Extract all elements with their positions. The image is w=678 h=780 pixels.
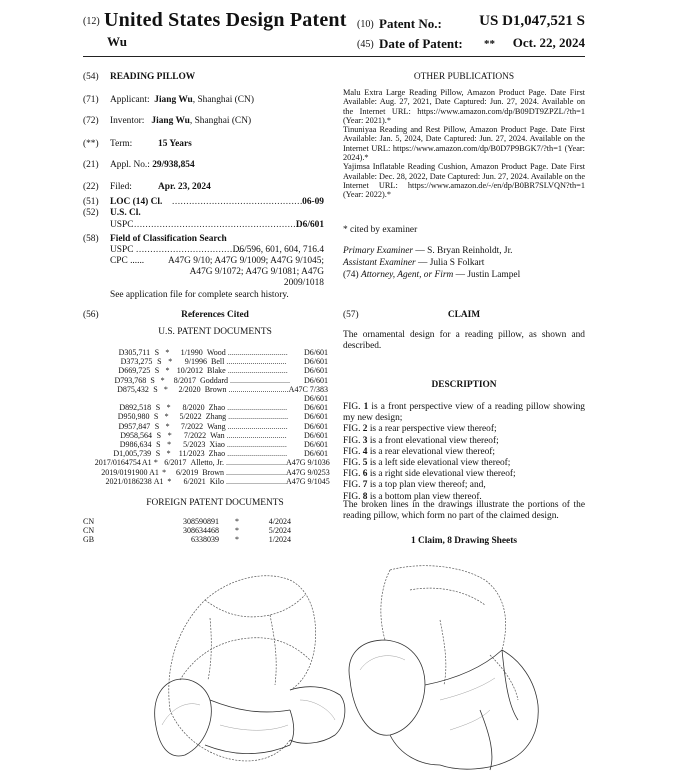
date-of-patent: Oct. 22, 2024: [512, 35, 585, 50]
applicant: Applicant: Jiang Wu, Shanghai (CN): [110, 95, 254, 105]
loc-value: 06-09: [302, 197, 324, 207]
reference-cell: *: [167, 440, 172, 450]
reference-cell: D305,711: [118, 348, 151, 357]
inventor: Inventor: Jiang Wu, Shanghai (CN): [110, 116, 252, 126]
other-publications-heading: OTHER PUBLICATIONS: [413, 72, 515, 82]
us-reference-row: [83, 348, 328, 357]
reference-cell: D892,518: [119, 403, 152, 413]
us-reference-row: [83, 403, 328, 412]
primary-examiner: Primary Examiner — S. Bryan Reinholdt, Jr.: [343, 246, 513, 256]
figure-text: FIG.: [343, 435, 363, 446]
code-58: (58): [83, 234, 99, 244]
reference-cell: *: [168, 357, 173, 367]
code-22: (22): [83, 182, 99, 192]
claim-heading: CLAIM: [447, 310, 481, 320]
us-cl-uspc: USPC: [110, 220, 134, 230]
publication-item: Tinuniyaa Reading and Rest Pillow, Amazon Product Page. Date First Available: Jan. 5, 2024, Date Captured: Jun. 27, 2024. Available on the Internet URL: https://www.amazon.com/dp/B0D7P9BGK7/?th=1 (Year: 2024).*: [343, 125, 585, 163]
date-of-patent-label: Date of Patent:: [379, 36, 463, 51]
field-cpc-label: CPC ......: [110, 256, 145, 266]
figure-text: FIG.: [343, 424, 363, 435]
reference-cell: A47C 7/383: [288, 384, 329, 394]
field-cpc-line1: A47G 9/10; A47G 9/1009; A47G 9/1045;: [168, 256, 324, 266]
reference-cell: D6/601: [304, 366, 329, 376]
figure-text: is a left side elevational view thereof;: [367, 458, 511, 469]
us-cl-leader: ..........................................................: [134, 220, 299, 230]
claims-summary: 1 Claim, 8 Drawing Sheets: [411, 536, 517, 546]
us-reference-row: [83, 431, 328, 440]
reference-cell: 1/2024: [268, 535, 291, 545]
figure-text: is a right side elevational view thereof;: [367, 469, 516, 480]
reference-cell: A1: [149, 467, 159, 477]
reference-cell: Kilo ..............................: [209, 476, 286, 486]
us-docs-heading: U.S. PATENT DOCUMENTS: [158, 327, 272, 337]
reference-cell: Wang ..............................: [207, 421, 288, 431]
reference-cell: D6/601: [304, 440, 328, 450]
figure-text: 8: [362, 491, 368, 502]
reference-cell: *: [160, 375, 165, 385]
reference-cell: CN: [83, 526, 95, 536]
reference-cell: 7/2022: [180, 421, 204, 431]
foreign-reference-row: [83, 535, 328, 544]
figure-text: 6: [362, 469, 368, 480]
foreign-reference-row: [83, 526, 328, 535]
reference-cell: 2/2020: [178, 384, 201, 394]
reference-cell: Zhang ..............................: [205, 412, 289, 422]
reference-cell: A47G 9/0253: [286, 467, 330, 477]
us-reference-row: [83, 412, 328, 421]
reference-cell: D6/601: [304, 430, 328, 440]
figure-description: [343, 424, 585, 435]
description-heading: DESCRIPTION: [431, 380, 497, 390]
reference-cell: 2021/0186238: [105, 476, 152, 486]
reference-cell: A1: [141, 458, 152, 468]
reference-cell: 308590891: [183, 517, 219, 526]
filed-date: Apr. 23, 2024: [158, 182, 211, 192]
figure-text: FIG.: [343, 402, 364, 412]
reference-cell: D6/601: [304, 403, 328, 413]
code-57: (57): [343, 310, 359, 320]
reference-cell: S: [156, 430, 162, 440]
field-uspc-value: D6/596, 601, 604, 716.4: [232, 245, 324, 255]
reference-cell: *: [167, 430, 172, 440]
us-reference-row: [83, 357, 328, 366]
reference-cell: D958,564: [120, 430, 152, 440]
us-reference-row: [83, 477, 328, 486]
figure-text: FIG.: [343, 446, 363, 457]
description-figures: [343, 402, 585, 503]
publication-item: Yajimsa Inflatable Reading Cushion, Amazon Product Page. Date First Available: Dec. 28, 2022, Date Captured: Jun. 27, 2024. Available on the Internet URL: https://www.amazon.de/-/en/dp/B0BR7SLVQN?th=1 (Year: 2022).*: [343, 162, 585, 200]
us-reference-row: [83, 440, 328, 449]
reference-cell: A47G 9/1036: [286, 458, 330, 468]
reference-cell: 6338039: [191, 535, 219, 545]
us-references-list: [83, 348, 328, 486]
patent-number: US D1,047,521 S: [479, 13, 585, 29]
reference-cell: [208, 394, 286, 403]
broken-lines-note: The broken lines in the drawings illustrate the portions of the reading pillow, which form no part of the claimed design.: [343, 500, 585, 522]
figure-description: [343, 469, 585, 480]
reference-cell: Wan ..............................: [210, 430, 287, 440]
field-note: See application file for complete search history.: [110, 290, 289, 300]
reference-cell: D875,432: [117, 384, 149, 394]
field-uspc-label: USPC: [110, 245, 134, 255]
us-reference-row: [83, 394, 328, 403]
reference-cell: S: [150, 375, 155, 385]
figure-text: 2: [362, 424, 368, 435]
reference-cell: 1/1990: [180, 348, 203, 357]
figure-description: [343, 480, 585, 491]
reference-cell: S: [153, 412, 159, 422]
reference-cell: 5/2022: [179, 412, 202, 422]
reference-cell: Bell ..............................: [211, 357, 287, 367]
reference-cell: 6/2019: [175, 467, 199, 477]
foreign-references-list: [83, 517, 328, 545]
figure-text: 7: [362, 480, 368, 491]
reference-cell: 7/2022: [183, 430, 207, 440]
reference-cell: D6/601: [304, 375, 328, 385]
reference-cell: S: [157, 357, 162, 367]
reference-cell: *: [235, 517, 239, 526]
reference-cell: *: [163, 384, 168, 394]
figure-description: [343, 402, 585, 424]
front-perspective-drawing: [150, 560, 350, 778]
foreign-docs-heading: FOREIGN PATENT DOCUMENTS: [146, 498, 284, 508]
reference-cell: Goddard ..............................: [200, 375, 291, 385]
reference-cell: Zhao ..............................: [208, 403, 288, 413]
code-52: (52): [83, 208, 99, 218]
reference-cell: *: [235, 526, 239, 536]
reference-cell: 6/2017: [164, 458, 187, 468]
reference-cell: *: [166, 403, 171, 413]
reference-cell: Xiao ..............................: [209, 440, 287, 450]
reference-cell: 6/2021: [183, 476, 206, 486]
code-10: (10): [357, 19, 374, 30]
reference-cell: 8/2020: [182, 403, 205, 413]
figure-text: FIG.: [343, 469, 363, 480]
reference-cell: A47G 9/1045: [286, 476, 330, 486]
code-51: (51): [83, 197, 99, 207]
code-12: (12): [83, 16, 100, 27]
field-cpc-line2: A47G 9/1072; A47G 9/1081; A47G: [189, 267, 324, 277]
loc-label: LOC (14) Cl.: [110, 197, 163, 207]
reference-cell: *: [166, 449, 171, 459]
figure-description: [343, 458, 585, 469]
us-cl-value: D6/601: [295, 220, 324, 230]
figure-text: FIG.: [343, 491, 363, 502]
figure-text: FIG.: [343, 458, 363, 469]
reference-cell: 5/2024: [268, 526, 291, 536]
figure-text: 1: [363, 402, 369, 412]
claim-text: The ornamental design for a reading pillow, as shown and described.: [343, 330, 585, 352]
us-cl-label: U.S. Cl.: [110, 208, 141, 218]
figure-text: is a rear elevational view thereof;: [367, 446, 496, 457]
inventor-short: Wu: [107, 34, 127, 49]
reference-cell: Zhao ..............................: [208, 449, 288, 459]
reference-cell: *: [164, 412, 169, 422]
code-56: (56): [83, 310, 99, 320]
reference-cell: Wood ..............................: [206, 348, 288, 357]
reference-cell: *: [235, 535, 239, 545]
rear-perspective-drawing: [340, 560, 550, 778]
us-reference-row: [83, 366, 328, 375]
reference-cell: D793,768: [114, 375, 147, 385]
reference-cell: *: [167, 476, 172, 486]
filed-label: Filed:: [110, 182, 132, 192]
assistant-examiner: Assistant Examiner — Julia S Folkart: [343, 258, 485, 268]
reference-cell: Brown ..............................: [204, 384, 289, 394]
code-72: (72): [83, 116, 99, 126]
code-21: (21): [83, 160, 99, 170]
reference-cell: 5/2023: [183, 440, 206, 450]
code-45: (45): [357, 39, 374, 50]
reference-cell: D986,634: [119, 440, 152, 450]
us-reference-row: [83, 458, 328, 467]
cited-by-examiner: * cited by examiner: [343, 225, 418, 235]
other-publications-list: [343, 88, 585, 200]
field-cpc-line3: 2009/1018: [283, 278, 324, 288]
code-71: (71): [83, 95, 99, 105]
reference-cell: S: [155, 403, 161, 413]
reference-cell: 308634468: [183, 526, 219, 536]
figure-text: 3: [362, 435, 368, 446]
reference-cell: S: [156, 440, 161, 450]
reference-cell: D373,275: [120, 357, 153, 367]
reference-cell: D6/601: [304, 357, 328, 367]
reference-cell: 8/2017: [173, 375, 197, 385]
loc-leader: ..............................................: [172, 197, 303, 207]
figure-text: is a rear perspective view thereof;: [367, 424, 497, 435]
reference-cell: 11/2023: [178, 449, 205, 459]
reference-cell: D6/601: [304, 449, 328, 459]
reference-cell: *: [165, 366, 170, 376]
reference-cell: D6/601: [304, 412, 328, 422]
reference-cell: 2017/0164754: [94, 458, 141, 468]
term-label: Term:: [110, 139, 133, 149]
field-label: Field of Classification Search: [110, 234, 227, 244]
reference-cell: CN: [83, 517, 95, 526]
reference-cell: *: [165, 421, 170, 431]
figure-text: is a bottom plan view thereof.: [367, 491, 482, 502]
reference-cell: Blake ..............................: [207, 366, 288, 376]
reference-cell: S: [153, 384, 158, 394]
reference-cell: D950,980: [117, 412, 150, 422]
field-uspc-leader: ......................................: [136, 245, 245, 255]
figure-text: is a front elevational view thereof;: [367, 435, 499, 446]
reference-cell: [153, 394, 167, 403]
us-reference-row: [83, 422, 328, 431]
reference-cell: D6/601: [304, 348, 328, 357]
reference-cell: Brown ..............................: [202, 467, 286, 477]
reference-cell: A1: [153, 476, 164, 486]
reference-cell: S: [154, 366, 160, 376]
header-rule: [83, 56, 585, 57]
reference-cell: *: [153, 458, 158, 468]
patent-number-label: Patent No.:: [379, 16, 442, 31]
figure-text: FIG.: [343, 480, 363, 491]
figure-description: [343, 436, 585, 447]
us-reference-row: [83, 449, 328, 458]
figure-text: is a top plan view thereof; and,: [367, 480, 486, 491]
references-heading: References Cited: [181, 310, 249, 320]
reference-cell: GB: [83, 535, 95, 545]
reference-cell: [167, 394, 175, 403]
reference-cell: S: [155, 449, 161, 459]
patent-title: READING PILLOW: [110, 72, 196, 82]
foreign-reference-row: [83, 517, 328, 526]
reference-cell: 10/2012: [176, 366, 204, 376]
attorney: (74) Attorney, Agent, or Firm — Justin Lampel: [343, 270, 521, 280]
us-reference-row: [83, 468, 328, 477]
figure-description: [343, 447, 585, 458]
reference-cell: D1,005,739: [113, 449, 152, 459]
publication-item: Malu Extra Large Reading Pillow, Amazon Product Page. Date First Available: Aug. 27, 2021, Date Captured: Jun. 27, 2024. Available on the Internet URL: https://www.amazon.com/dp/B09DT9ZPZL/?th=1 (Year: 2021).*: [343, 88, 585, 125]
us-reference-row: [83, 376, 328, 385]
code-term: (**): [83, 139, 99, 149]
us-reference-row: [83, 385, 328, 394]
application-number: Appl. No.: 29/938,854: [110, 160, 195, 170]
date-mark: **: [484, 38, 495, 50]
term-value: 15 Years: [158, 139, 192, 149]
figure-text: is a front perspective view of a reading pillow showing my new design;: [343, 402, 585, 424]
reference-cell: *: [165, 348, 170, 357]
reference-cell: D669,725: [118, 366, 151, 376]
reference-cell: *: [162, 467, 167, 477]
reference-cell: D957,847: [118, 421, 151, 431]
reference-cell: D6/601: [304, 394, 328, 404]
reference-cell: [175, 394, 208, 403]
reference-cell: Alletto, Jr. ..............................: [190, 458, 286, 468]
figure-text: 4: [362, 446, 368, 457]
reference-cell: S: [154, 421, 160, 431]
reference-cell: [83, 394, 153, 403]
reference-cell: D6/601: [303, 421, 328, 431]
reference-cell: S: [154, 348, 160, 357]
figure-text: 5: [362, 458, 368, 469]
reference-cell: 2019/0191900: [101, 467, 148, 477]
code-54: (54): [83, 72, 99, 82]
reference-cell: 9/1996: [184, 357, 207, 367]
reference-cell: 4/2024: [268, 517, 291, 526]
document-type: United States Design Patent: [104, 9, 347, 31]
